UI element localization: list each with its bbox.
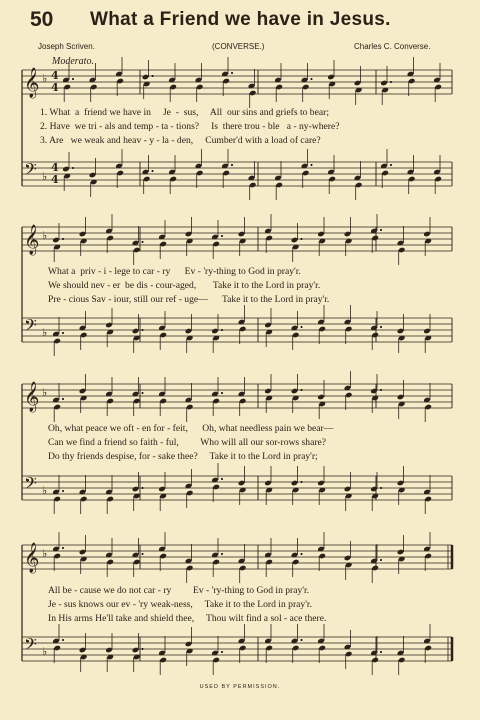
bass-clef-icon: 𝄢 [24,473,37,497]
dot [152,170,154,172]
flat-sign-icon: ♭ [42,547,48,560]
dot [72,78,74,80]
hymn-number: 50 [30,8,54,31]
lyric-line-1-3: 3. Are we weak and heav - y - la - den, Cumber'd with a load of care? [40,135,321,146]
lyric-line-2-2: We should nev - er be dis - cour-aged, Take it to the Lord in pray'r. [48,280,321,291]
lyric-line-1-2: 2. Have we tri - als and temp - ta - tions? Is there trou - ble a - ny-where? [40,121,340,132]
flat-sign-icon: ♭ [42,326,48,339]
dot [390,81,392,83]
dot [62,238,64,240]
time-signature: 4 [51,173,59,186]
dot [142,648,144,650]
dot [380,487,382,489]
tune-name: (CONVERSE.) [212,42,265,51]
flat-sign-icon: ♭ [42,645,48,658]
dot [142,392,144,394]
dot [301,238,303,240]
dot [62,332,64,334]
dot [221,478,223,480]
dot [311,78,313,80]
tempo-marking: Moderato. [52,56,94,67]
dot [380,389,382,391]
dot [221,651,223,653]
treble-clef-icon: 𝄞 [24,225,40,255]
flat-sign-icon: ♭ [42,386,48,399]
dot [221,329,223,331]
treble-clef-icon: 𝄞 [24,68,40,98]
dot [301,553,303,555]
dot [142,487,144,489]
dot [62,398,64,400]
dot [142,329,144,331]
lyric-line-3-1: Oh, what peace we oft - en for - feit, Oh, what needless pain we bear— [48,423,334,434]
bass-clef-icon: 𝄢 [24,634,37,658]
lyric-line-2-1: What a priv - i - lege to car - ry Ev - 'ry-thing to God in pray'r. [48,266,301,277]
flat-sign-icon: ♭ [42,229,48,242]
lyric-line-3-3: Do thy friends despise, for - sake thee? Take it to the Lord in pray'r; [48,451,318,462]
dot [62,547,64,549]
flat-sign-icon: ♭ [42,170,48,183]
dot [231,164,233,166]
time-signature: 4 [51,161,59,174]
lyric-line-4-1: All be - cause we do not car - ry Ev - 'ry-thing to God in pray'r. [48,585,310,596]
bass-clef-icon: 𝄢 [24,159,37,183]
time-signature: 4 [51,81,59,94]
permission-notice: USED BY PERMISSION. [199,684,281,690]
flat-sign-icon: ♭ [42,72,48,85]
dot [221,392,223,394]
dot [390,164,392,166]
flat-sign-icon: ♭ [42,484,48,497]
dot [301,481,303,483]
lyric-line-2-3: Pre - cious Sav - iour, still our ref - uge— Take it to the Lord in pray'r. [48,294,330,305]
dot [72,167,74,169]
dot [301,326,303,328]
composer-credit: Charles C. Converse. [354,42,431,51]
dot [301,639,303,641]
dot [142,241,144,243]
dot [231,72,233,74]
hymn-title: What a Friend we have in Jesus. [90,9,391,30]
dot [62,639,64,641]
dot [380,559,382,561]
lyric-line-4-2: Je - sus knows our ev - 'ry weak-ness, Take it to the Lord in pray'r. [48,599,312,610]
dot [221,235,223,237]
author-credit: Joseph Scriven. [38,42,95,51]
dot [380,651,382,653]
dot [62,490,64,492]
dot [301,389,303,391]
dot [380,326,382,328]
dot [142,553,144,555]
treble-clef-icon: 𝄞 [24,543,40,573]
dot [152,75,154,77]
dot [380,229,382,231]
dot [311,164,313,166]
lyric-line-4-3: In His arms He'll take and shield thee, Thou wilt find a sol - ace there. [48,613,327,624]
lyric-line-1-1: 1. What a friend we have in Je - sus, All our sins and griefs to bear; [40,107,329,118]
dot [221,553,223,555]
treble-clef-icon: 𝄞 [24,382,40,412]
bass-clef-icon: 𝄢 [24,315,37,339]
lyric-line-3-2: Can we find a friend so faith - ful, Who will all our sor-rows share? [48,437,327,448]
time-signature: 4 [51,69,59,82]
